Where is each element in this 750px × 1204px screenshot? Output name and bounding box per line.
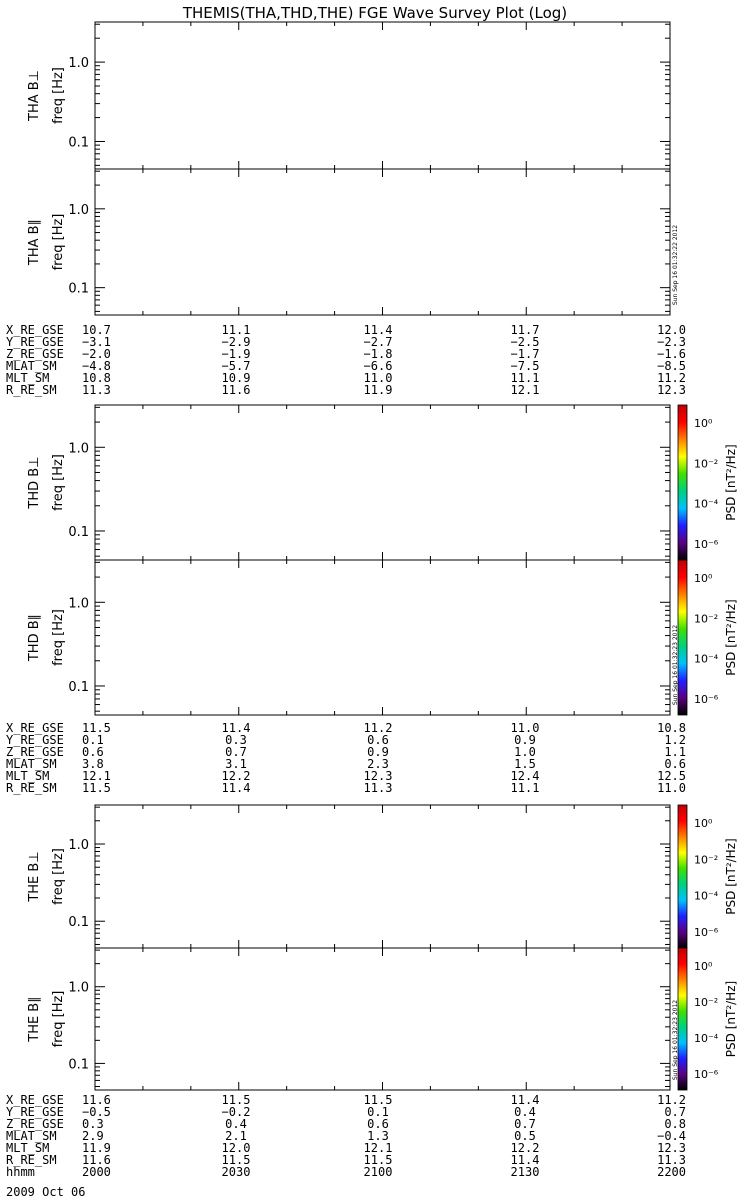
spectrogram-panel <box>27 805 670 948</box>
ephemeris-value: 12.3 <box>657 383 686 397</box>
spectrogram-panel <box>27 948 670 1090</box>
ephemeris-row-label: MLT_SM <box>6 1141 50 1155</box>
panel-frame <box>95 169 670 315</box>
ephemeris-value: 0.1 <box>367 1105 389 1119</box>
ephemeris-value: 11.4 <box>363 323 393 337</box>
ephemeris-value: 11.0 <box>657 781 686 795</box>
colorbar-tick-label: 10⁻² <box>694 612 719 626</box>
colorbar-label: PSD [nT²/Hz] <box>724 599 738 676</box>
ephemeris-value: 0.4 <box>225 1117 247 1131</box>
figure-title: THEMIS(THA,THD,THE) FGE Wave Survey Plot (Log) <box>182 4 568 22</box>
ephemeris-value: −2.7 <box>363 335 393 349</box>
panel-title: THD B⊥ <box>27 456 42 509</box>
y-tick-label: 0.1 <box>68 679 89 695</box>
colorbar-tick-label: 10⁻⁶ <box>694 1068 719 1081</box>
ephemeris-value: 11.7 <box>510 323 540 337</box>
ephemeris-value: 12.2 <box>221 769 251 783</box>
colorbar-tick-label: 10⁰ <box>694 572 713 585</box>
ephemeris-value: 11.5 <box>221 1093 251 1107</box>
ephemeris-value: −1.7 <box>510 347 540 361</box>
ephemeris-value: 11.6 <box>82 1093 111 1107</box>
y-tick-label: 1.0 <box>68 596 89 612</box>
y-tick-label: 0.1 <box>68 135 89 151</box>
ephemeris-value: 11.3 <box>82 383 111 397</box>
ephemeris-value: −1.8 <box>363 347 393 361</box>
ephemeris-row-label: Z_RE_GSE <box>6 1117 64 1131</box>
ephemeris-value: 2100 <box>363 1165 393 1179</box>
ephemeris-value: 0.3 <box>82 1117 104 1131</box>
ephemeris-block <box>6 1093 686 1179</box>
ephemeris-value: 11.4 <box>221 721 251 735</box>
panel-title: THA B∥ <box>27 218 42 266</box>
ephemeris-value: 12.0 <box>657 323 686 337</box>
ephemeris-block <box>6 721 686 795</box>
spectrogram-panel <box>27 169 670 315</box>
ephemeris-value: 11.4 <box>510 1093 540 1107</box>
y-axis-label: freq [Hz] <box>51 67 66 124</box>
ephemeris-row-label: Z_RE_GSE <box>6 745 64 759</box>
ephemeris-row-label: MLAT_SM <box>6 757 57 771</box>
ephemeris-value: 11.6 <box>82 1153 111 1167</box>
colorbar-label: PSD [nT²/Hz] <box>724 838 738 915</box>
colorbar-tick-label: 10⁻⁴ <box>694 1032 719 1045</box>
ephemeris-value: 11.3 <box>657 1153 686 1167</box>
ephemeris-value: 12.4 <box>510 769 540 783</box>
colorbar-tick-label: 10⁻² <box>694 457 719 471</box>
ephemeris-value: 11.3 <box>363 781 393 795</box>
ephemeris-value: 11.1 <box>221 323 251 337</box>
ephemeris-value: 2130 <box>510 1165 540 1179</box>
colorbar-tick-label: 10⁻⁴ <box>694 652 719 666</box>
ephemeris-value: 1.2 <box>664 733 686 747</box>
ephemeris-row-label: X_RE_GSE <box>6 1093 64 1107</box>
ephemeris-value: 0.6 <box>367 1117 389 1131</box>
ephemeris-value: 3.1 <box>225 757 247 771</box>
ephemeris-value: −0.5 <box>82 1105 111 1119</box>
ephemeris-value: 11.4 <box>221 781 251 795</box>
ephemeris-value: 12.5 <box>657 769 686 783</box>
ephemeris-row-label: MLAT_SM <box>6 1129 57 1143</box>
ephemeris-value: 12.3 <box>657 1141 686 1155</box>
y-axis-label: freq [Hz] <box>51 454 66 511</box>
ephemeris-value: 1.5 <box>514 757 536 771</box>
ephemeris-row-label: Y_RE_GSE <box>6 1105 64 1119</box>
ephemeris-row-label: Y_RE_GSE <box>6 335 64 349</box>
colorbar <box>678 560 738 715</box>
ephemeris-row-label: hhmm <box>6 1165 35 1179</box>
ephemeris-value: 11.1 <box>510 371 540 385</box>
ephemeris-value: −7.5 <box>510 359 540 373</box>
ephemeris-value: 0.9 <box>514 733 536 747</box>
y-axis-label: freq [Hz] <box>51 990 66 1048</box>
ephemeris-value: 0.6 <box>367 733 389 747</box>
ephemeris-value: 11.0 <box>363 371 393 385</box>
ephemeris-value: −1.6 <box>657 347 686 361</box>
ephemeris-value: 11.6 <box>221 383 251 397</box>
ephemeris-value: 2.3 <box>367 757 389 771</box>
colorbar <box>678 805 738 948</box>
ephemeris-value: −4.8 <box>82 359 111 373</box>
colorbar-tick-label: 10⁻² <box>694 996 719 1009</box>
ephemeris-row-label: MLT_SM <box>6 371 50 385</box>
ephemeris-row-label: X_RE_GSE <box>6 721 64 735</box>
ephemeris-value: 0.8 <box>664 1117 686 1131</box>
ephemeris-value: −3.1 <box>82 335 111 349</box>
ephemeris-value: 11.1 <box>510 781 540 795</box>
ephemeris-value: 0.6 <box>82 745 104 759</box>
ephemeris-value: −1.9 <box>221 347 251 361</box>
ephemeris-value: 12.1 <box>363 1141 393 1155</box>
ephemeris-value: −0.4 <box>657 1129 686 1143</box>
ephemeris-value: 0.7 <box>225 745 247 759</box>
y-axis-label: freq [Hz] <box>51 213 66 271</box>
ephemeris-value: 12.1 <box>510 383 540 397</box>
ephemeris-value: 12.2 <box>510 1141 540 1155</box>
y-tick-label: 0.1 <box>68 281 89 297</box>
ephemeris-value: 11.5 <box>82 781 111 795</box>
ephemeris-value: 1.3 <box>367 1129 389 1143</box>
ephemeris-row-label: R_RE_SM <box>6 781 57 795</box>
ephemeris-value: 12.3 <box>363 769 393 783</box>
ephemeris-value: −6.6 <box>363 359 393 373</box>
y-tick-label: 0.1 <box>68 524 89 540</box>
ephemeris-value: 11.2 <box>657 1093 686 1107</box>
panel-frame <box>95 22 670 169</box>
ephemeris-value: 0.7 <box>664 1105 686 1119</box>
ephemeris-value: 0.1 <box>82 733 104 747</box>
ephemeris-value: −8.5 <box>657 359 686 373</box>
ephemeris-value: 2030 <box>221 1165 251 1179</box>
timestamp-stamp: Sun Sep 16 01:32:23 2012 <box>672 999 679 1081</box>
y-tick-label: 0.1 <box>68 915 89 931</box>
ephemeris-value: 11.2 <box>657 371 686 385</box>
y-tick-label: 1.0 <box>68 838 89 854</box>
panel-title: THD B∥ <box>27 613 42 662</box>
ephemeris-value: −2.3 <box>657 335 686 349</box>
ephemeris-value: 2.1 <box>225 1129 247 1143</box>
ephemeris-value: 11.5 <box>82 721 111 735</box>
ephemeris-value: 11.9 <box>82 1141 111 1155</box>
ephemeris-value: 0.5 <box>514 1129 536 1143</box>
ephemeris-value: 2000 <box>82 1165 111 1179</box>
y-tick-label: 1.0 <box>68 56 89 72</box>
colorbars <box>678 405 738 1090</box>
ephemeris-row-label: Z_RE_GSE <box>6 347 64 361</box>
ephemeris-value: 0.3 <box>225 733 247 747</box>
colorbar-tick-label: 10⁰ <box>694 960 713 973</box>
ephemeris-value: 11.5 <box>363 1153 393 1167</box>
panel-frame <box>95 560 670 715</box>
ephemeris-value: 1.0 <box>514 745 536 759</box>
ephemeris-row-label: MLAT_SM <box>6 359 57 373</box>
ephemeris-value: 2200 <box>657 1165 686 1179</box>
ephemeris-block <box>6 323 686 397</box>
y-axis-label: freq [Hz] <box>51 848 66 905</box>
ephemeris-value: 11.0 <box>510 721 540 735</box>
ephemeris-row-label: Y_RE_GSE <box>6 733 64 747</box>
ephemeris-value: 11.9 <box>363 383 393 397</box>
colorbar <box>678 405 738 560</box>
colorbar-label: PSD [nT²/Hz] <box>724 980 738 1058</box>
ephemeris-value: 12.1 <box>82 769 111 783</box>
ephemeris-value: 0.6 <box>664 757 686 771</box>
ephemeris-value: 11.5 <box>221 1153 251 1167</box>
timestamp-stamp: Sun Sep 16 01:32:23 2012 <box>672 624 679 706</box>
ephemeris-row-label: MLT_SM <box>6 769 50 783</box>
ephemeris-row-label: R_RE_SM <box>6 383 57 397</box>
colorbar-tick-label: 10⁻⁶ <box>694 538 719 551</box>
colorbar-tick-label: 10⁻⁶ <box>694 693 719 706</box>
ephemeris-value: 10.8 <box>657 721 686 735</box>
ephemeris-row-label: R_RE_SM <box>6 1153 57 1167</box>
spectrogram-panels <box>27 22 670 1090</box>
spectrogram-panel <box>27 405 670 560</box>
panel-title: THE B⊥ <box>27 851 42 902</box>
colorbar-tick-label: 10⁻² <box>694 853 719 867</box>
colorbar-label: PSD [nT²/Hz] <box>724 444 738 521</box>
colorbar-tick-label: 10⁻⁴ <box>694 889 719 903</box>
panel-frame <box>95 805 670 948</box>
ephemeris-value: 11.5 <box>363 1093 393 1107</box>
colorbar-scale <box>678 948 687 1090</box>
spectrogram-panel <box>27 22 670 169</box>
ephemeris-value: 0.7 <box>514 1117 536 1131</box>
ephemeris-value: 1.1 <box>664 745 686 759</box>
panel-frame <box>95 405 670 560</box>
y-tick-label: 1.0 <box>68 202 89 218</box>
y-tick-label: 1.0 <box>68 980 89 996</box>
ephemeris-value: 11.2 <box>363 721 393 735</box>
colorbar-tick-label: 10⁰ <box>694 817 713 830</box>
colorbar-scale <box>678 405 687 560</box>
panel-title: THA B⊥ <box>27 70 42 121</box>
panel-title: THE B∥ <box>27 996 42 1042</box>
colorbar-tick-label: 10⁻⁶ <box>694 926 719 939</box>
ephemeris-value: 0.9 <box>367 745 389 759</box>
colorbar-tick-label: 10⁰ <box>694 417 713 430</box>
panel-frame <box>95 948 670 1090</box>
date-label: 2009 Oct 06 <box>6 1185 86 1199</box>
spectrogram-panel <box>27 560 670 715</box>
ephemeris-value: −2.9 <box>221 335 251 349</box>
ephemeris-value: 3.8 <box>82 757 104 771</box>
y-tick-label: 1.0 <box>68 441 89 457</box>
ephemeris-value: −2.5 <box>510 335 540 349</box>
ephemeris-value: −5.7 <box>221 359 251 373</box>
colorbar <box>678 948 738 1090</box>
ephemeris-value: 2.9 <box>82 1129 104 1143</box>
colorbar-scale <box>678 805 687 948</box>
y-axis-label: freq [Hz] <box>51 609 66 666</box>
ephemeris-value: −2.0 <box>82 347 111 361</box>
ephemeris-value: 10.8 <box>82 371 111 385</box>
timestamp-stamp: Sun Sep 16 01:32:22 2012 <box>672 224 679 306</box>
ephemeris-value: 10.9 <box>221 371 251 385</box>
colorbar-tick-label: 10⁻⁴ <box>694 497 719 511</box>
colorbar-scale <box>678 560 687 715</box>
ephemeris-value: 10.7 <box>82 323 111 337</box>
ephemeris-value: −0.2 <box>221 1105 251 1119</box>
ephemeris-row-label: X_RE_GSE <box>6 323 64 337</box>
ephemeris-value: 0.4 <box>514 1105 536 1119</box>
y-tick-label: 0.1 <box>68 1057 89 1073</box>
ephemeris-value: 12.0 <box>221 1141 251 1155</box>
ephemeris-value: 11.4 <box>510 1153 540 1167</box>
